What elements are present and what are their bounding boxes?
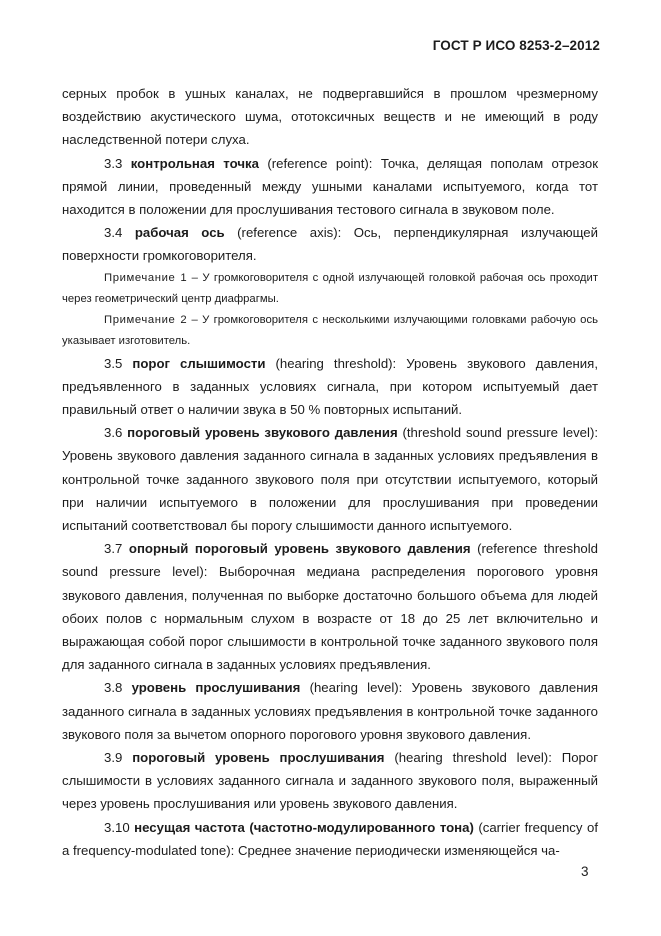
document-body — [62, 82, 598, 862]
term-number: 3.5 — [104, 355, 123, 371]
term-number: 3.4 — [104, 225, 123, 241]
term-definition: (reference threshold sound pressure level): Выборочная медиана распределения порогового уровня звукового давления, полученная по выборке достаточно большого объема для людей обоих полов с нормальным слухом в возрасте от 18 до 25 лет включительно и выражающая собой порог слышимости в контрольной точке заданного звукового поля для заданного сигнала в заданных условиях предъявления. — [62, 541, 599, 673]
term-title: пороговый уровень прослушивания — [132, 750, 385, 766]
term-title: порог слышимости — [132, 355, 266, 371]
term-title: контрольная точка — [130, 155, 259, 171]
term-title: опорный пороговый уровень звукового давления — [128, 541, 471, 557]
term-3-8 — [62, 676, 598, 746]
term-3-3 — [62, 152, 598, 222]
note-label: Примечание 1 — [104, 271, 188, 284]
term-3-6 — [62, 421, 598, 537]
term-title: пороговый уровень звукового давления — [127, 425, 398, 441]
note-text: – У громкоговорителя с несколькими излучающими головками рабочую ось указывает изготовитель. — [62, 313, 598, 347]
term-3-9 — [62, 746, 598, 816]
term-3-5 — [62, 352, 598, 422]
standard-header: ГОСТ Р ИСО 8253-2–2012 — [432, 38, 600, 53]
term-title: уровень прослушивания — [131, 680, 301, 696]
term-title: несущая частота (частотно-модулированного тона) — [134, 819, 474, 835]
term-number: 3.7 — [104, 541, 123, 557]
term-3-7 — [62, 537, 598, 676]
term-definition: (reference axis): Ось, перпендикулярная излучающей поверхности громкоговорителя. — [62, 225, 599, 264]
term-definition: (threshold sound pressure level): Уровень звукового давления заданного сигнала в заданных условиях предъявления в контрольной точке заданного звукового поля при отсутствии испытуемого, который при наличии испытуемого в положении для прослушивания при проведении испытаний соответствовал бы порогу слышимости данного испытуемого. — [62, 425, 599, 534]
term-title: рабочая ось — [134, 225, 225, 241]
term-definition: (hearing threshold): Уровень звукового давления, предъявленного в заданных условиях сигнала, при котором испытуемый дает правильный ответ о наличии звука в 50 % повторных испытаний. — [62, 355, 598, 418]
term-3-10 — [62, 816, 598, 862]
term-definition: (hearing level): Уровень звукового давления заданного сигнала в заданных условиях предъявления в контрольной точке заданного звукового поля за вычетом опорного порогового уровня звукового давления. — [62, 680, 599, 742]
note-2 — [62, 310, 598, 352]
term-number: 3.3 — [104, 155, 123, 171]
term-definition: (reference point): Точка, делящая пополам отрезок прямой линии, проведенный между ушными каналами испытуемого, когда тот находится в положении для прослушивания тестового сигнала в звуковом поле. — [62, 155, 599, 218]
note-1 — [62, 268, 598, 310]
term-number: 3.9 — [104, 750, 123, 766]
term-number: 3.8 — [104, 680, 123, 696]
continuation-paragraph: серных пробок в ушных каналах, не подвергавшийся в прошлом чрезмерному воздействию акустического шума, ототоксичных веществ и не имеющий в роду наследственной потери слуха. — [62, 86, 598, 148]
term-definition: (carrier frequency of a frequency-modulated tone): Среднее значение периодически изменяющейся ча- — [62, 819, 598, 858]
note-label: Примечание 2 — [104, 313, 188, 326]
term-definition: (hearing threshold level): Порог слышимости в условиях заданного сигнала и заданного звукового поля, выраженный через уровень прослушивания или уровень звукового давления. — [62, 750, 599, 812]
note-text: – У громкоговорителя с одной излучающей головкой рабочая ось проходит через геометрический центр диафрагмы. — [62, 271, 598, 305]
term-number: 3.6 — [104, 425, 123, 441]
term-3-4 — [62, 221, 598, 267]
page-number: 3 — [581, 864, 589, 879]
term-number: 3.10 — [104, 819, 130, 835]
